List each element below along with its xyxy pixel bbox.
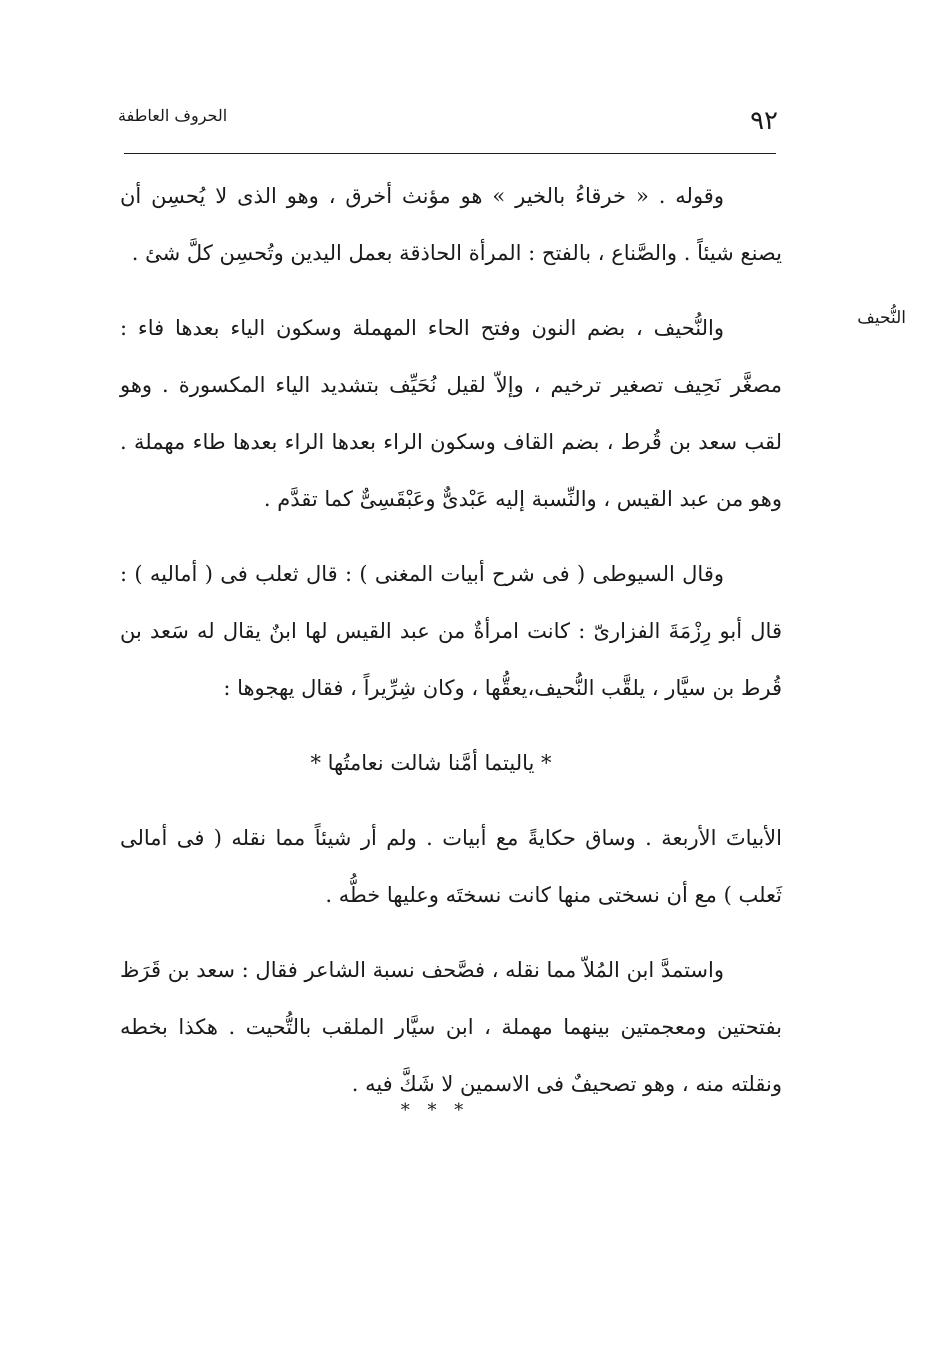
page-number: ٩٢ bbox=[750, 106, 778, 136]
paragraph bbox=[120, 810, 782, 924]
verse-line: * ياليتما أمَّنا شالت نعامتُها * bbox=[310, 751, 552, 775]
paragraph-text: والنُّحيف ، بضم النون وفتح الحاء المهملة وسكون الياء بعدها فاء : مصغَّر نَحِيف تصغير ترخيم ، وإلاّ لقيل نُحَيِّف بتشديد الياء المكسورة . وهو لقب سعد بن قُرط ، بضم القاف وسكون الراء بعدها الراء بعدها طاء مهملة . وهو من عبد القيس ، والنِّسبة إليه عَبْدىٌّ وعَبْقَسِىٌّ كما تقدَّم . bbox=[120, 316, 782, 511]
main-text bbox=[120, 168, 782, 1131]
header-divider bbox=[124, 153, 776, 154]
margin-note: النُّحيف bbox=[857, 308, 906, 328]
section-end-mark: * * * bbox=[400, 1100, 470, 1121]
paragraph bbox=[120, 168, 782, 282]
paragraph-text: وقال السيوطى ( فى شرح أبيات المغنى ) : قال ثعلب فى ( أماليه ) : قال أبو رِزْمَةَ الفزارىّ : كانت امرأةٌ من عبد القيس لها ابنٌ يقال له سَعد بن قُرط بن سيَّار ، يلقَّب النُّحيف،يعقُّها ، وكان شِرِّيراً ، فقال يهجوها : bbox=[120, 562, 782, 700]
paragraph bbox=[120, 546, 782, 717]
paragraph-text: وقوله . « خرقاءُ بالخير » هو مؤنث أخرق ، وهو الذى لا يُحسِن أن يصنع شيئاً . والصَّناع ، بالفتح : المرأة الحاذقة بعمل اليدين وتُحسِن كلَّ شئ . bbox=[120, 184, 782, 265]
running-title: الحروف العاطفة bbox=[118, 106, 228, 125]
paragraph bbox=[120, 942, 782, 1113]
paragraph bbox=[120, 300, 782, 528]
paragraph-text: واستمدَّ ابن المُلاّ مما نقله ، فصَّحف نسبة الشاعر فقال : سعد بن قَرَظ بفتحتين ومعجمتين بينهما مهملة ، ابن سيَّار الملقب بالتُّحيت . هكذا بخطه ونقلته منه ، وهو تصحيفٌ فى الاسمين لا شَكَّ فيه . bbox=[120, 958, 782, 1096]
paragraph-text: الأبياتَ الأربعة . وساق حكايةً مع أبيات . ولم أر شيئاً مما نقله ( فى أمالى ثَعلب ) مع أن نسختى منها كانت نسختَه وعليها خطُّه . bbox=[120, 826, 782, 907]
